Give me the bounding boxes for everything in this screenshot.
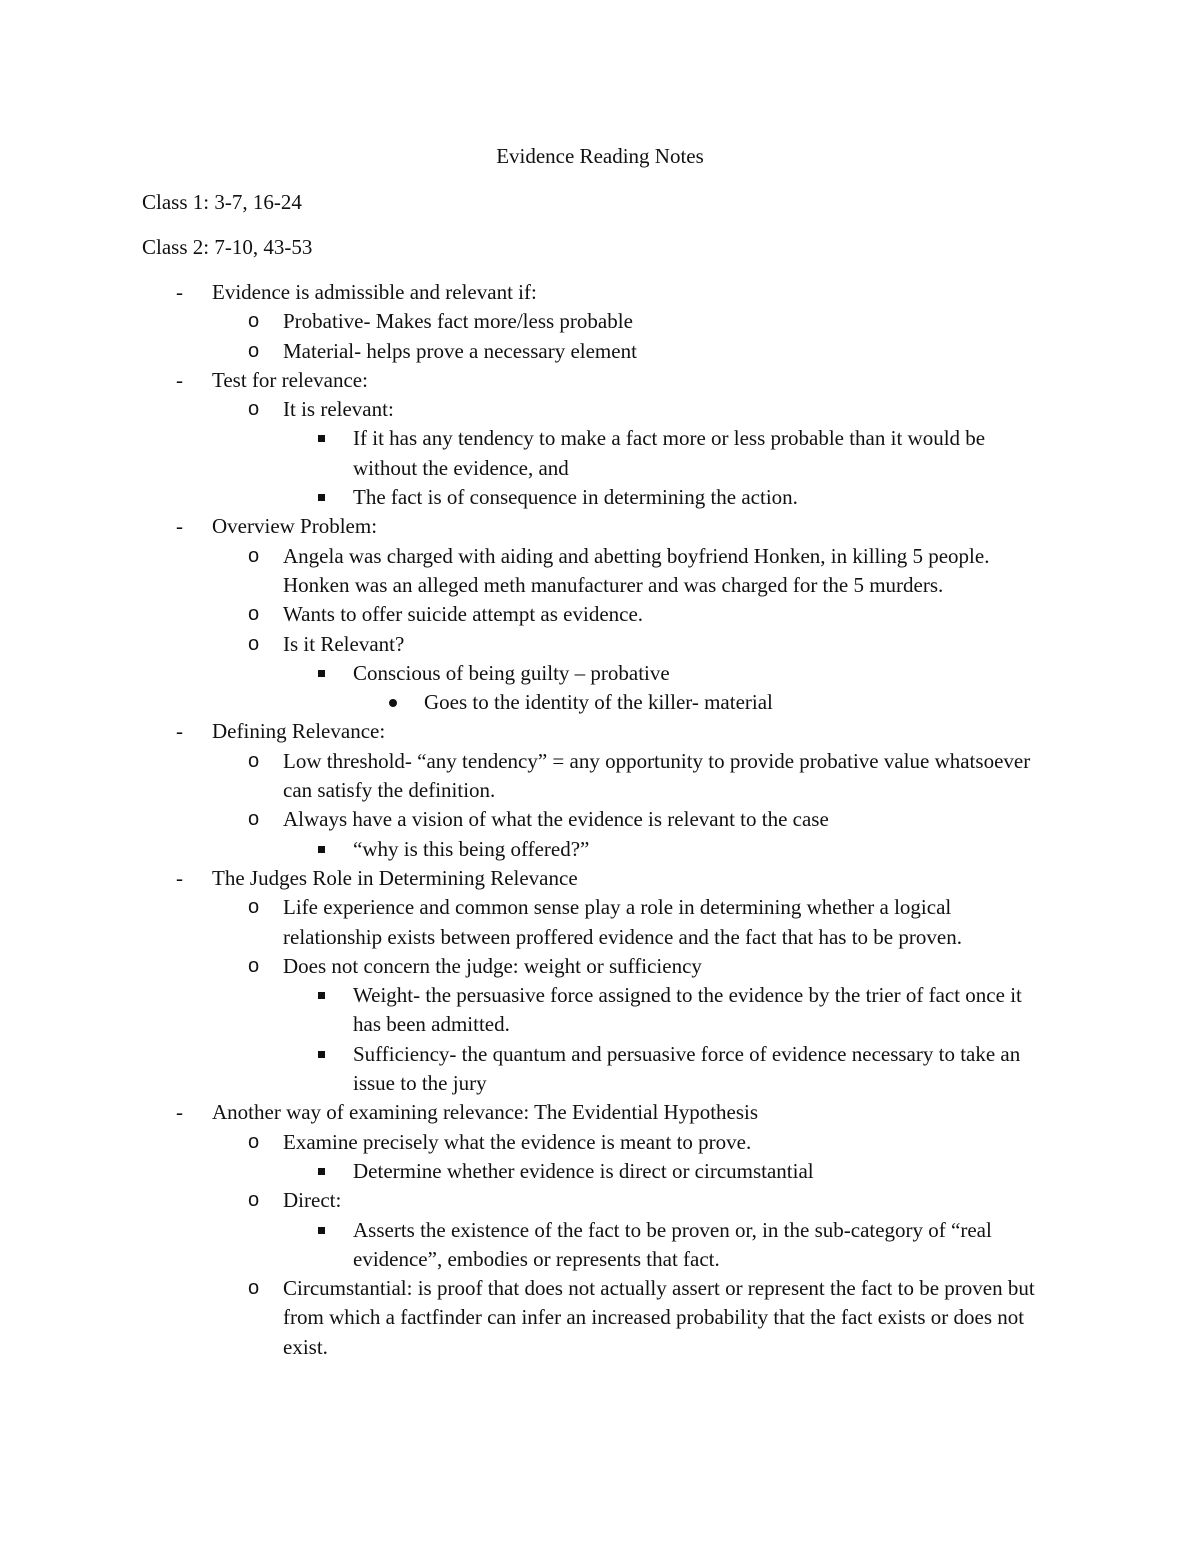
note-item-level-2 xyxy=(0,952,1050,981)
note-text: Angela was charged with aiding and abetting boyfriend Honken, in killing 5 people. Honken was an alleged meth manufacturer and was charged for the 5 murders. xyxy=(283,543,990,597)
circle-o-bullet: o xyxy=(248,398,260,421)
note-item-level-3 xyxy=(0,659,1050,688)
note-item-level-1 xyxy=(0,278,1050,307)
note-text: Life experience and common sense play a role in determining whether a logical relationship exists between proffered evidence and the fact that has to be proven. xyxy=(283,895,962,949)
note-item-level-2 xyxy=(0,542,1050,601)
note-item-level-3 xyxy=(0,835,1050,864)
dash-bullet: - xyxy=(176,1100,183,1125)
circle-o-bullet: o xyxy=(248,1189,260,1212)
note-item-level-2 xyxy=(0,1274,1050,1362)
note-text: Asserts the existence of the fact to be proven or, in the sub-category of “real evidence”, embodies or represents that fact. xyxy=(353,1217,992,1271)
circle-o-bullet: o xyxy=(248,1277,260,1300)
note-text: Overview Problem: xyxy=(212,514,378,539)
note-text: Material- helps prove a necessary element xyxy=(283,338,637,363)
dash-bullet: - xyxy=(176,719,183,744)
note-text: “why is this being offered?” xyxy=(353,836,590,861)
square-bullet-icon xyxy=(318,1051,325,1058)
square-bullet-icon xyxy=(318,1168,325,1175)
note-text: If it has any tendency to make a fact more or less probable than it would be without the evidence, and xyxy=(353,426,986,480)
note-text: Defining Relevance: xyxy=(212,719,386,744)
note-text: The Judges Role in Determining Relevance xyxy=(212,865,578,890)
note-item-level-2 xyxy=(0,337,1050,366)
square-bullet-icon xyxy=(318,992,325,999)
dash-bullet: - xyxy=(176,367,183,392)
note-item-level-1 xyxy=(0,1098,1050,1127)
note-item-level-1 xyxy=(0,717,1050,746)
notes-outline xyxy=(0,278,1200,1362)
note-text: Probative- Makes fact more/less probable xyxy=(283,309,633,334)
note-text: Conscious of being guilty – probative xyxy=(353,660,670,685)
note-text: Determine whether evidence is direct or circumstantial xyxy=(353,1158,814,1183)
note-text: Low threshold- “any tendency” = any opportunity to provide probative value whatsoever can satisfy the definition. xyxy=(283,748,1031,803)
note-item-level-3 xyxy=(0,1040,1050,1099)
square-bullet-icon xyxy=(318,1227,325,1234)
note-item-level-3 xyxy=(0,1216,1050,1275)
circle-o-bullet: o xyxy=(248,339,260,362)
round-bullet-icon xyxy=(389,699,397,707)
note-item-level-1 xyxy=(0,864,1050,893)
circle-o-bullet: o xyxy=(248,310,260,333)
note-item-level-2 xyxy=(0,600,1050,629)
circle-o-bullet: o xyxy=(248,954,260,977)
note-text: Evidence is admissible and relevant if: xyxy=(212,280,537,304)
class-2-line: Class 2: 7-10, 43-53 xyxy=(142,235,313,259)
class-1-line: Class 1: 3-7, 16-24 xyxy=(142,190,302,214)
note-text: Examine precisely what the evidence is meant to prove. xyxy=(283,1129,752,1154)
note-item-level-1 xyxy=(0,512,1050,541)
circle-o-bullet: o xyxy=(248,1130,260,1153)
note-item-level-2 xyxy=(0,630,1050,659)
circle-o-bullet: o xyxy=(248,632,260,655)
square-bullet-icon xyxy=(318,670,325,677)
note-item-level-3 xyxy=(0,424,1050,483)
note-text: Another way of examining relevance: The Evidential Hypothesis xyxy=(212,1100,759,1125)
note-item-level-2 xyxy=(0,1186,1050,1215)
note-text: Direct: xyxy=(283,1188,342,1213)
circle-o-bullet: o xyxy=(248,749,260,772)
circle-o-bullet: o xyxy=(248,544,260,567)
note-item-level-3 xyxy=(0,483,1050,512)
note-text: Weight- the persuasive force assigned to the evidence by the trier of fact once it has been admitted. xyxy=(353,983,1022,1037)
document-title: Evidence Reading Notes xyxy=(496,144,704,168)
note-item-level-3 xyxy=(0,1157,1050,1186)
note-text: Circumstantial: is proof that does not actually assert or represent the fact to be proven but from which a factfinder can infer an increased probability that the fact exists or does not exist. xyxy=(283,1276,1035,1359)
note-text: Sufficiency- the quantum and persuasive force of evidence necessary to take an issue to the jury xyxy=(353,1041,1021,1096)
note-text: Does not concern the judge: weight or sufficiency xyxy=(283,953,702,978)
note-text: Goes to the identity of the killer- material xyxy=(424,690,773,715)
note-text: Wants to offer suicide attempt as evidence. xyxy=(283,602,644,627)
note-text: It is relevant: xyxy=(283,397,394,422)
square-bullet-icon xyxy=(318,435,325,442)
square-bullet-icon xyxy=(318,494,325,501)
circle-o-bullet: o xyxy=(248,896,260,919)
note-item-level-2 xyxy=(0,307,1050,336)
note-item-level-2 xyxy=(0,805,1050,834)
note-text: Is it Relevant? xyxy=(283,631,405,656)
note-item-level-1 xyxy=(0,366,1050,395)
note-item-level-3 xyxy=(0,981,1050,1040)
note-text: The fact is of consequence in determining the action. xyxy=(353,485,798,510)
dash-bullet: - xyxy=(176,514,183,539)
note-item-level-2 xyxy=(0,1128,1050,1157)
note-item-level-2 xyxy=(0,893,1050,952)
note-text: Always have a vision of what the evidence is relevant to the case xyxy=(283,807,829,832)
dash-bullet: - xyxy=(176,865,183,890)
circle-o-bullet: o xyxy=(248,603,260,626)
note-item-level-2 xyxy=(0,747,1050,806)
note-item-level-2 xyxy=(0,395,1050,424)
note-text: Test for relevance: xyxy=(212,367,368,392)
circle-o-bullet: o xyxy=(248,808,260,831)
note-item-level-4 xyxy=(0,688,1050,717)
square-bullet-icon xyxy=(318,846,325,853)
dash-bullet: - xyxy=(176,280,183,304)
